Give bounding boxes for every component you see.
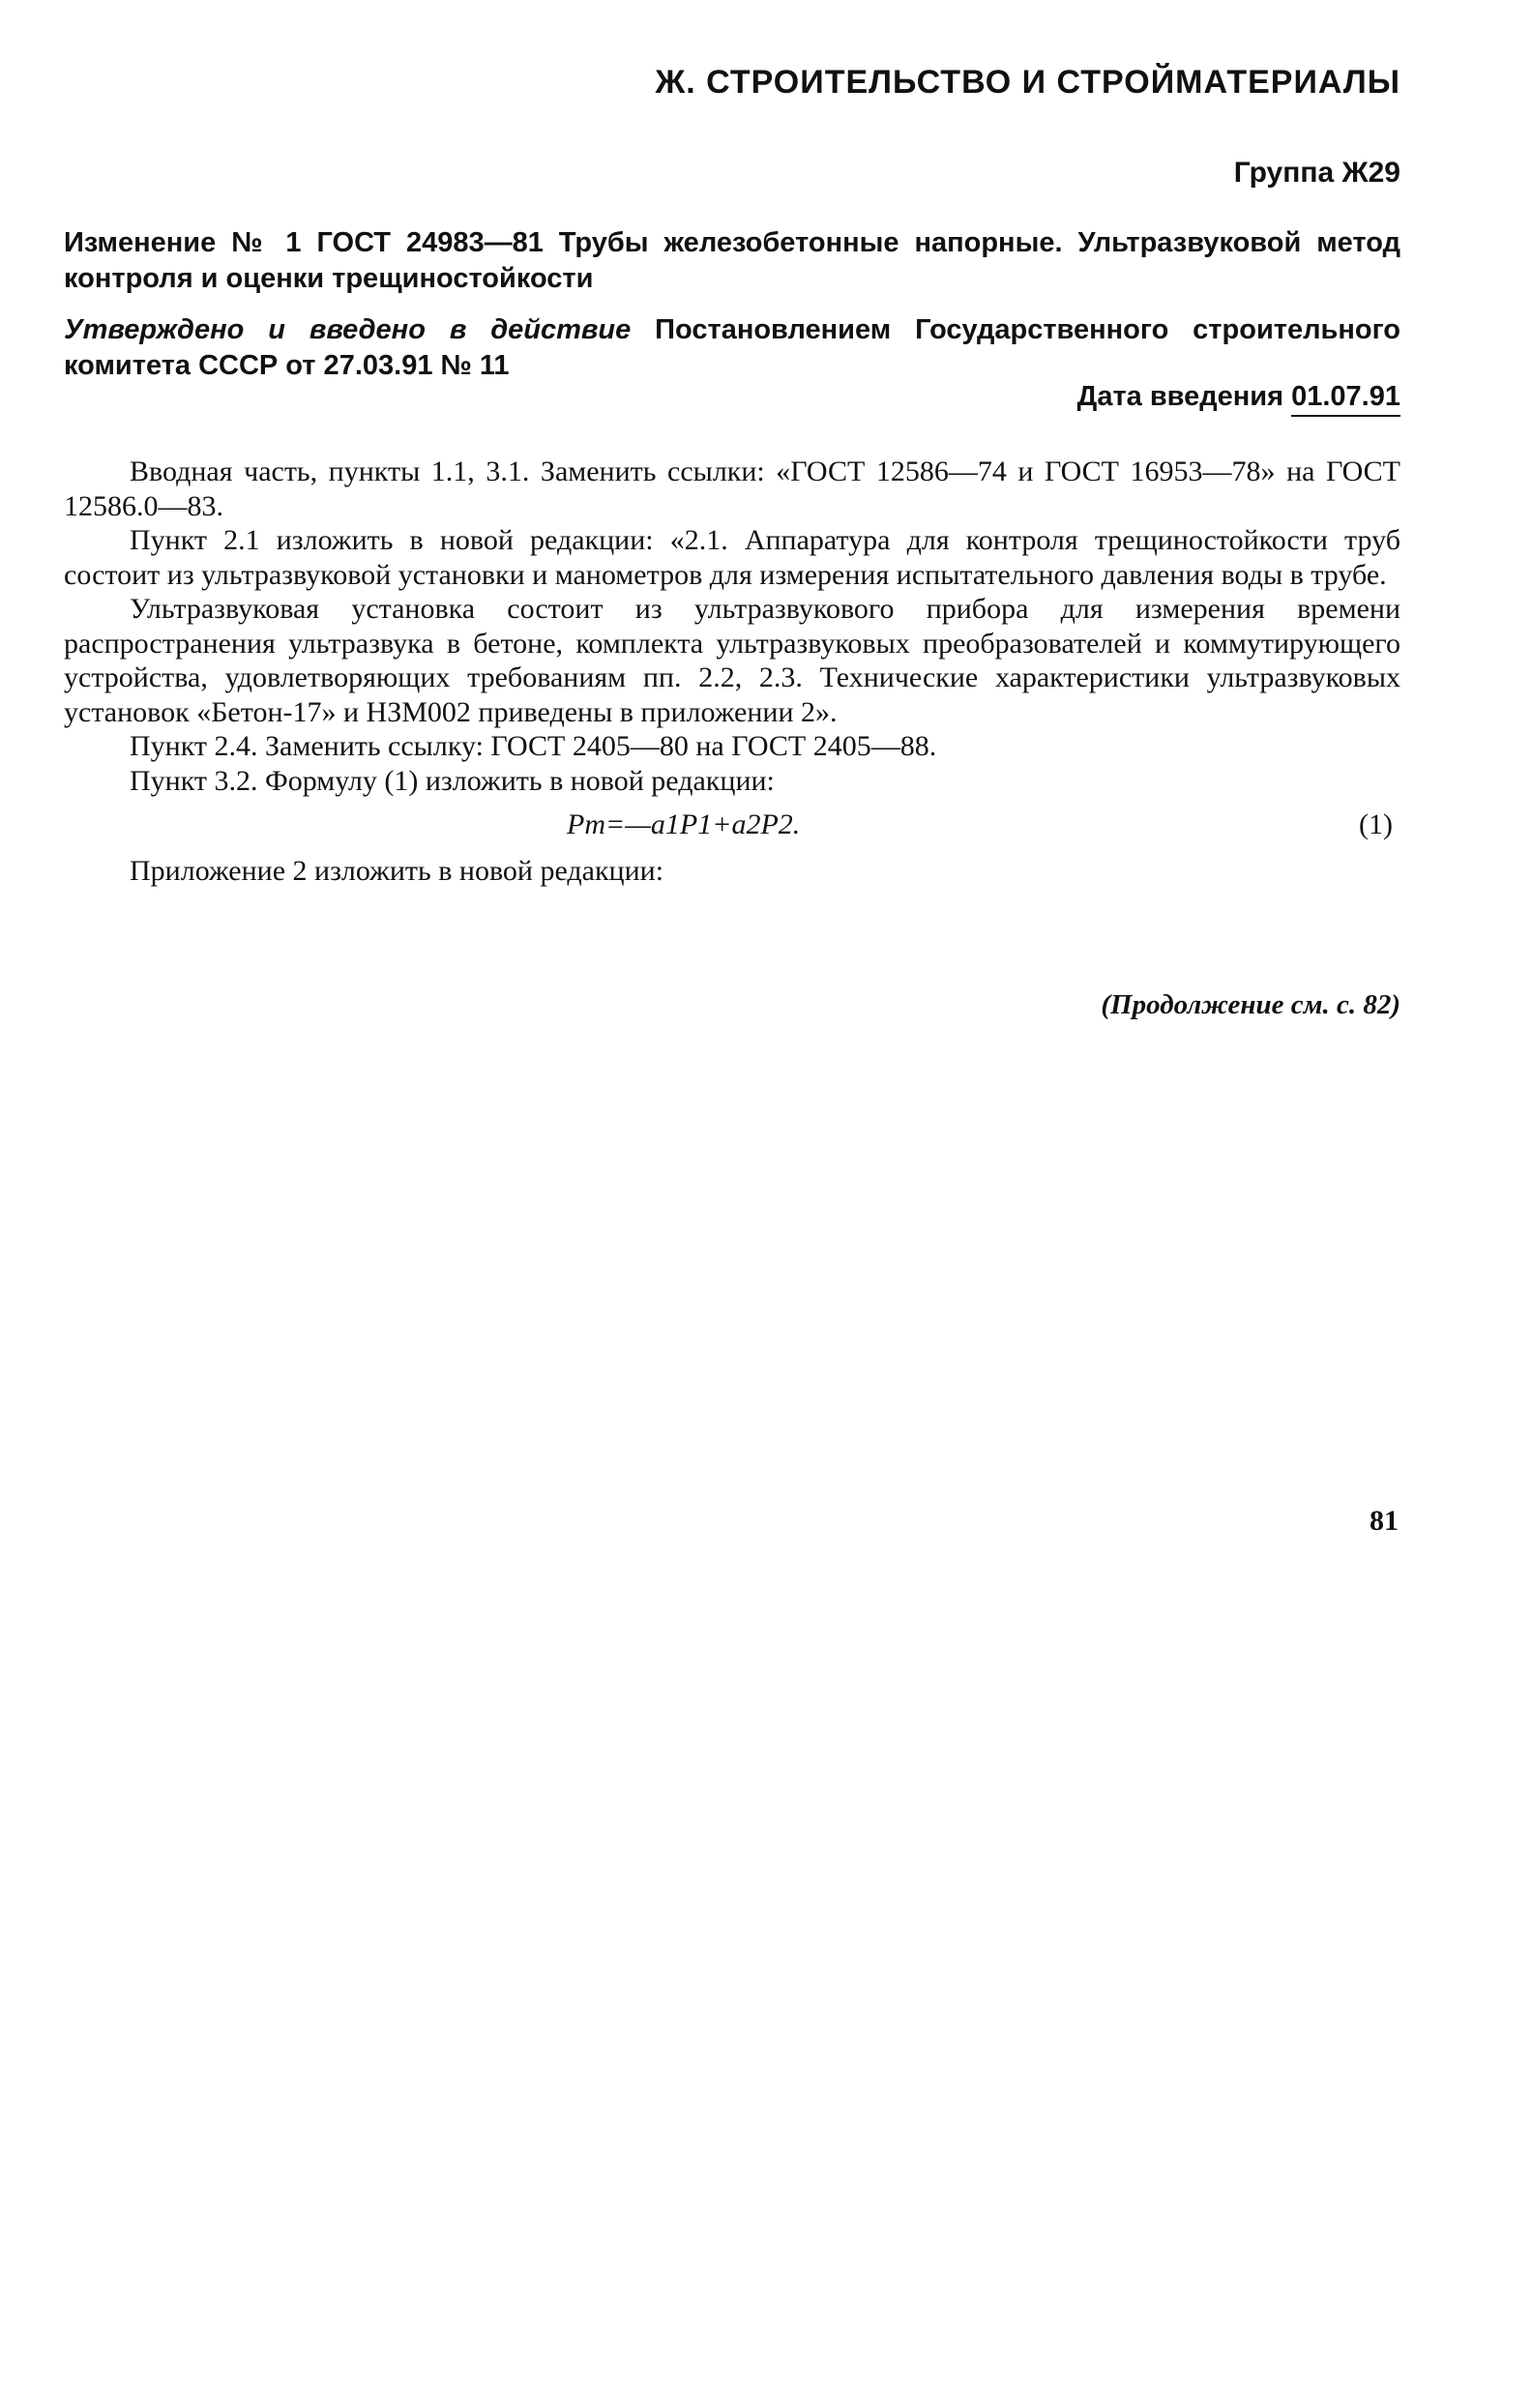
approval-rest: Постановлением Государственного строительного комитета СССР от 27.03.91 № 11 xyxy=(64,314,1400,381)
date-label: Дата введения xyxy=(1076,381,1292,412)
paragraph-item-2-1: Пункт 2.1 изложить в новой редакции: «2.1. Аппаратура для контроля трещиностойкости труб состоит из ультразвуковой установки и манометров для измерения испытательного давления воды в трубе. xyxy=(64,524,1400,591)
paragraph-intro-refs: Вводная часть, пункты 1.1, 3.1. Заменить ссылки: «ГОСТ 12586—74 и ГОСТ 16953—78» на ГОСТ 12586.0—83. xyxy=(64,455,1400,522)
date-value: 01.07.91 xyxy=(1291,381,1400,417)
approval-statement xyxy=(64,312,1400,384)
page-number: 81 xyxy=(1370,1505,1399,1537)
paragraph-item-2-4: Пункт 2.4. Заменить ссылку: ГОСТ 2405—80 на ГОСТ 2405—88. xyxy=(130,730,937,762)
paragraph-appendix-2: Приложение 2 изложить в новой редакции: xyxy=(130,855,664,887)
continuation-note: (Продолжение см. с. 82) xyxy=(1101,989,1400,1020)
section-heading: Ж. СТРОИТЕЛЬСТВО И СТРОЙМАТЕРИАЛЫ xyxy=(655,64,1400,101)
paragraph-item-3-2: Пункт 3.2. Формулу (1) изложить в новой редакции: xyxy=(130,764,775,797)
effective-date xyxy=(1077,381,1400,413)
formula: Pт=—a1P1+a2P2. xyxy=(567,808,801,840)
body-text xyxy=(64,455,1400,889)
change-title: Изменение № 1 ГОСТ 24983—81 Трубы железобетонные напорные. Ультразвуковой метод контроля и оценки трещиностойкости xyxy=(64,227,1400,294)
formula-row xyxy=(64,798,1400,854)
formula-number: (1) xyxy=(1359,808,1393,840)
group-label: Группа Ж29 xyxy=(1233,157,1400,189)
paragraph-ultrasonic-unit: Ультразвуковая установка состоит из ультразвукового прибора для измерения времени распространения ультразвука в бетоне, комплекта ультразвуковых преобразователей и коммутирующего устройства, удовлетворяющих требованиям пп. 2.2, 2.3. Технические характеристики ультразвуковых установок «Бетон-17» и НЗМ002 приведены в приложении 2». xyxy=(64,593,1400,728)
approval-italic: Утверждено и введено в действие xyxy=(64,314,632,345)
